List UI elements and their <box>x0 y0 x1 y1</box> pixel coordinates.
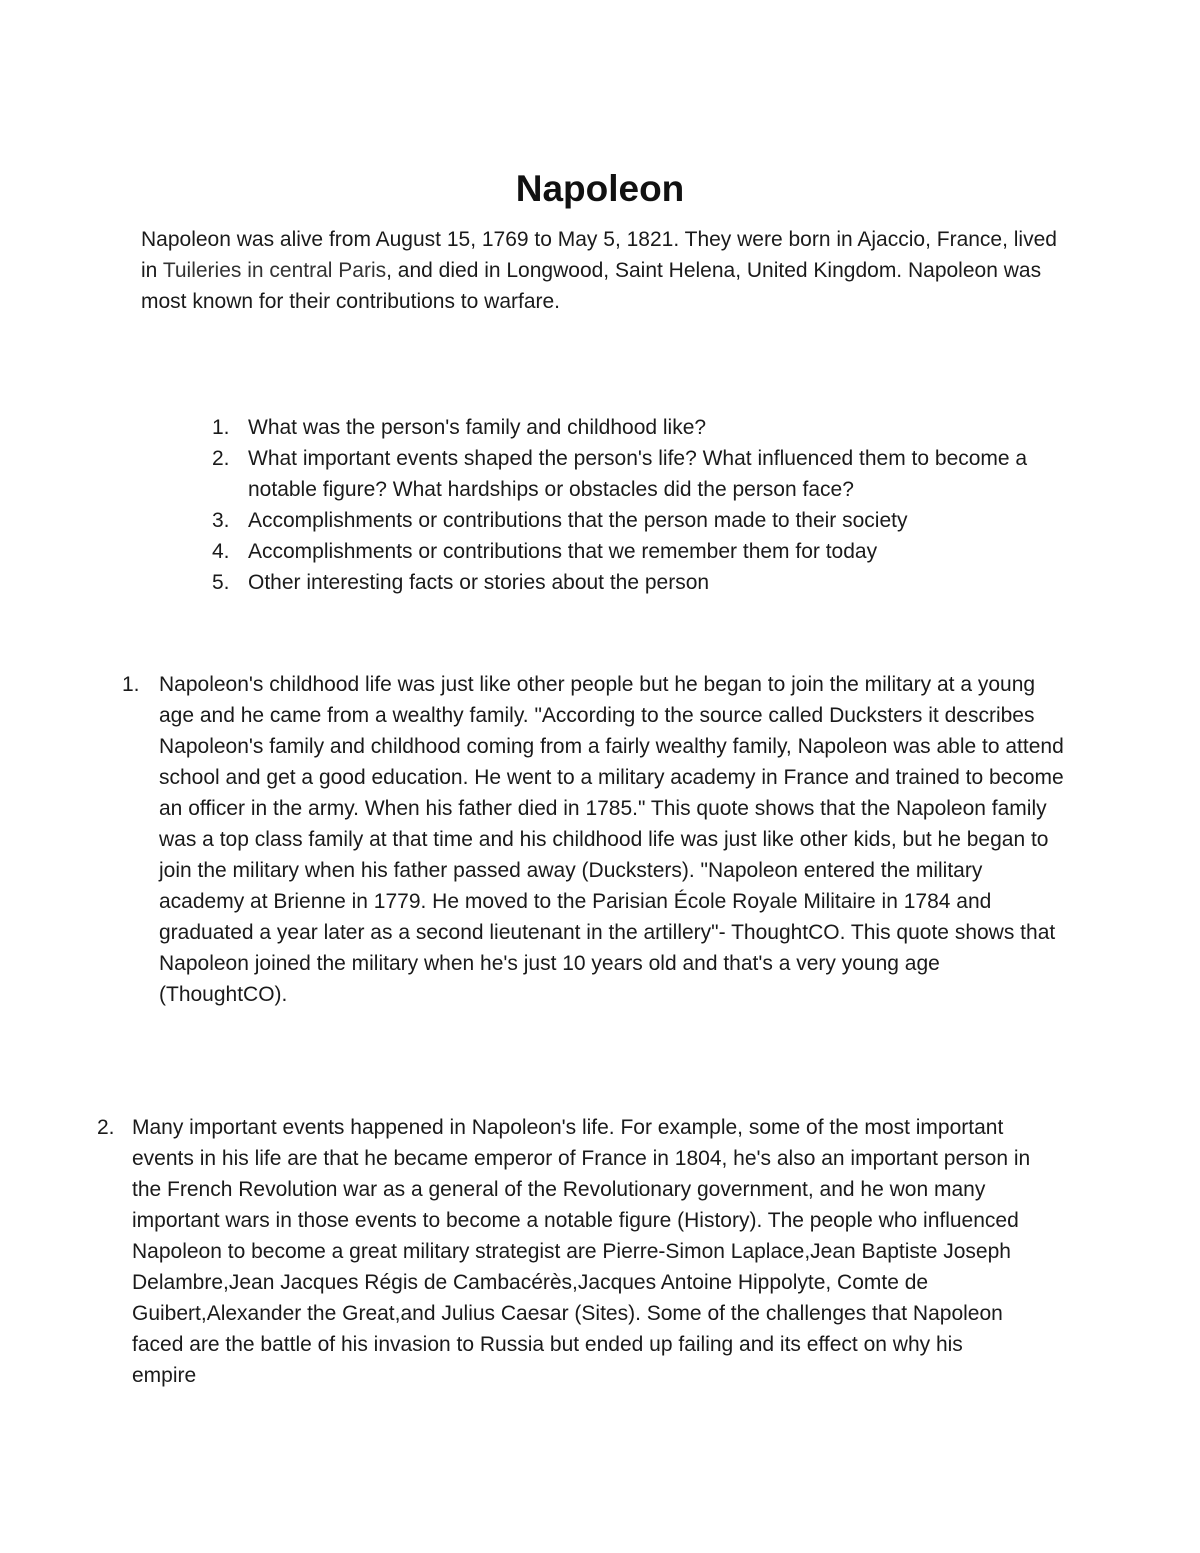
question-item <box>203 443 1063 505</box>
question-text: Accomplishments or contributions that we remember them for today <box>248 540 878 563</box>
question-item <box>203 412 1063 443</box>
intro-paragraph <box>141 224 1071 317</box>
question-item <box>203 505 1063 536</box>
answer-2 <box>97 1112 1032 1391</box>
question-text: Accomplishments or contributions that the person made to their society <box>248 509 908 532</box>
answer-1 <box>122 669 1064 1010</box>
answer-text: Many important events happened in Napoleon's life. For example, some of the most important events in his life are that he became emperor of France in 1804, he's also an important person in the French Revolution war as a general of the Revolutionary government, and he won many important wars in those events to become a notable figure (History). The people who influenced Napoleon to become a great military strategist are Pierre-Simon Laplace,Jean Baptiste Joseph Delambre,Jean Jacques Régis de Cambacérès,Jacques Antoine Hippolyte, Comte de Guibert,Alexander the Great,and Julius Caesar (Sites). Some of the challenges that Napoleon faced are the battle of his invasion to Russia but ended up failing and its effect on why his empire <box>132 1116 1031 1387</box>
question-number: 1. <box>212 416 230 439</box>
page-title: Napoleon <box>515 167 685 209</box>
question-text: What important events shaped the person's life? What influenced them to become a notable figure? What hardships or obstacles did the person face? <box>248 447 1028 501</box>
intro-text-part1: Napoleon was alive from August 15, 1769 to May 5, 1821. They were born in Ajaccio, France, lived in <box>141 228 1057 282</box>
question-list <box>203 412 1063 598</box>
intro-text-part2: , and died in Longwood, Saint Helena, United Kingdom. Napoleon was most known for their contributions to warfare. <box>141 259 1042 313</box>
answer-text: Napoleon's childhood life was just like other people but he began to join the military at a young age and he came from a wealthy family. "According to the source called Ducksters it describes Napoleon's family and childhood coming from a fairly wealthy family, Napoleon was able to attend school and get a good education. He went to a military academy in France and trained to become an officer in the army. When his father died in 1785." This quote shows that the Napoleon family was a top class family at that time and his childhood life was just like other kids, but he began to join the military when his father passed away (Ducksters). "Napoleon entered the military academy at Brienne in 1779. He moved to the Parisian École Royale Militaire in 1784 and graduated a year later as a second lieutenant in the artillery"- ThoughtCO. This quote shows that Napoleon joined the military when he's just 10 years old and that's a very young age (ThoughtCO). <box>159 673 1064 1006</box>
question-number: 5. <box>212 571 230 594</box>
question-item <box>203 536 1063 567</box>
answer-number: 1. <box>122 673 140 696</box>
question-number: 2. <box>212 447 230 470</box>
question-number: 4. <box>212 540 230 563</box>
question-text: Other interesting facts or stories about the person <box>248 571 710 594</box>
question-number: 3. <box>212 509 230 532</box>
intro-place: Tuileries in central Paris <box>162 259 387 282</box>
question-item <box>203 567 1063 598</box>
question-text: What was the person's family and childhood like? <box>248 416 707 439</box>
answer-number: 2. <box>97 1116 115 1139</box>
